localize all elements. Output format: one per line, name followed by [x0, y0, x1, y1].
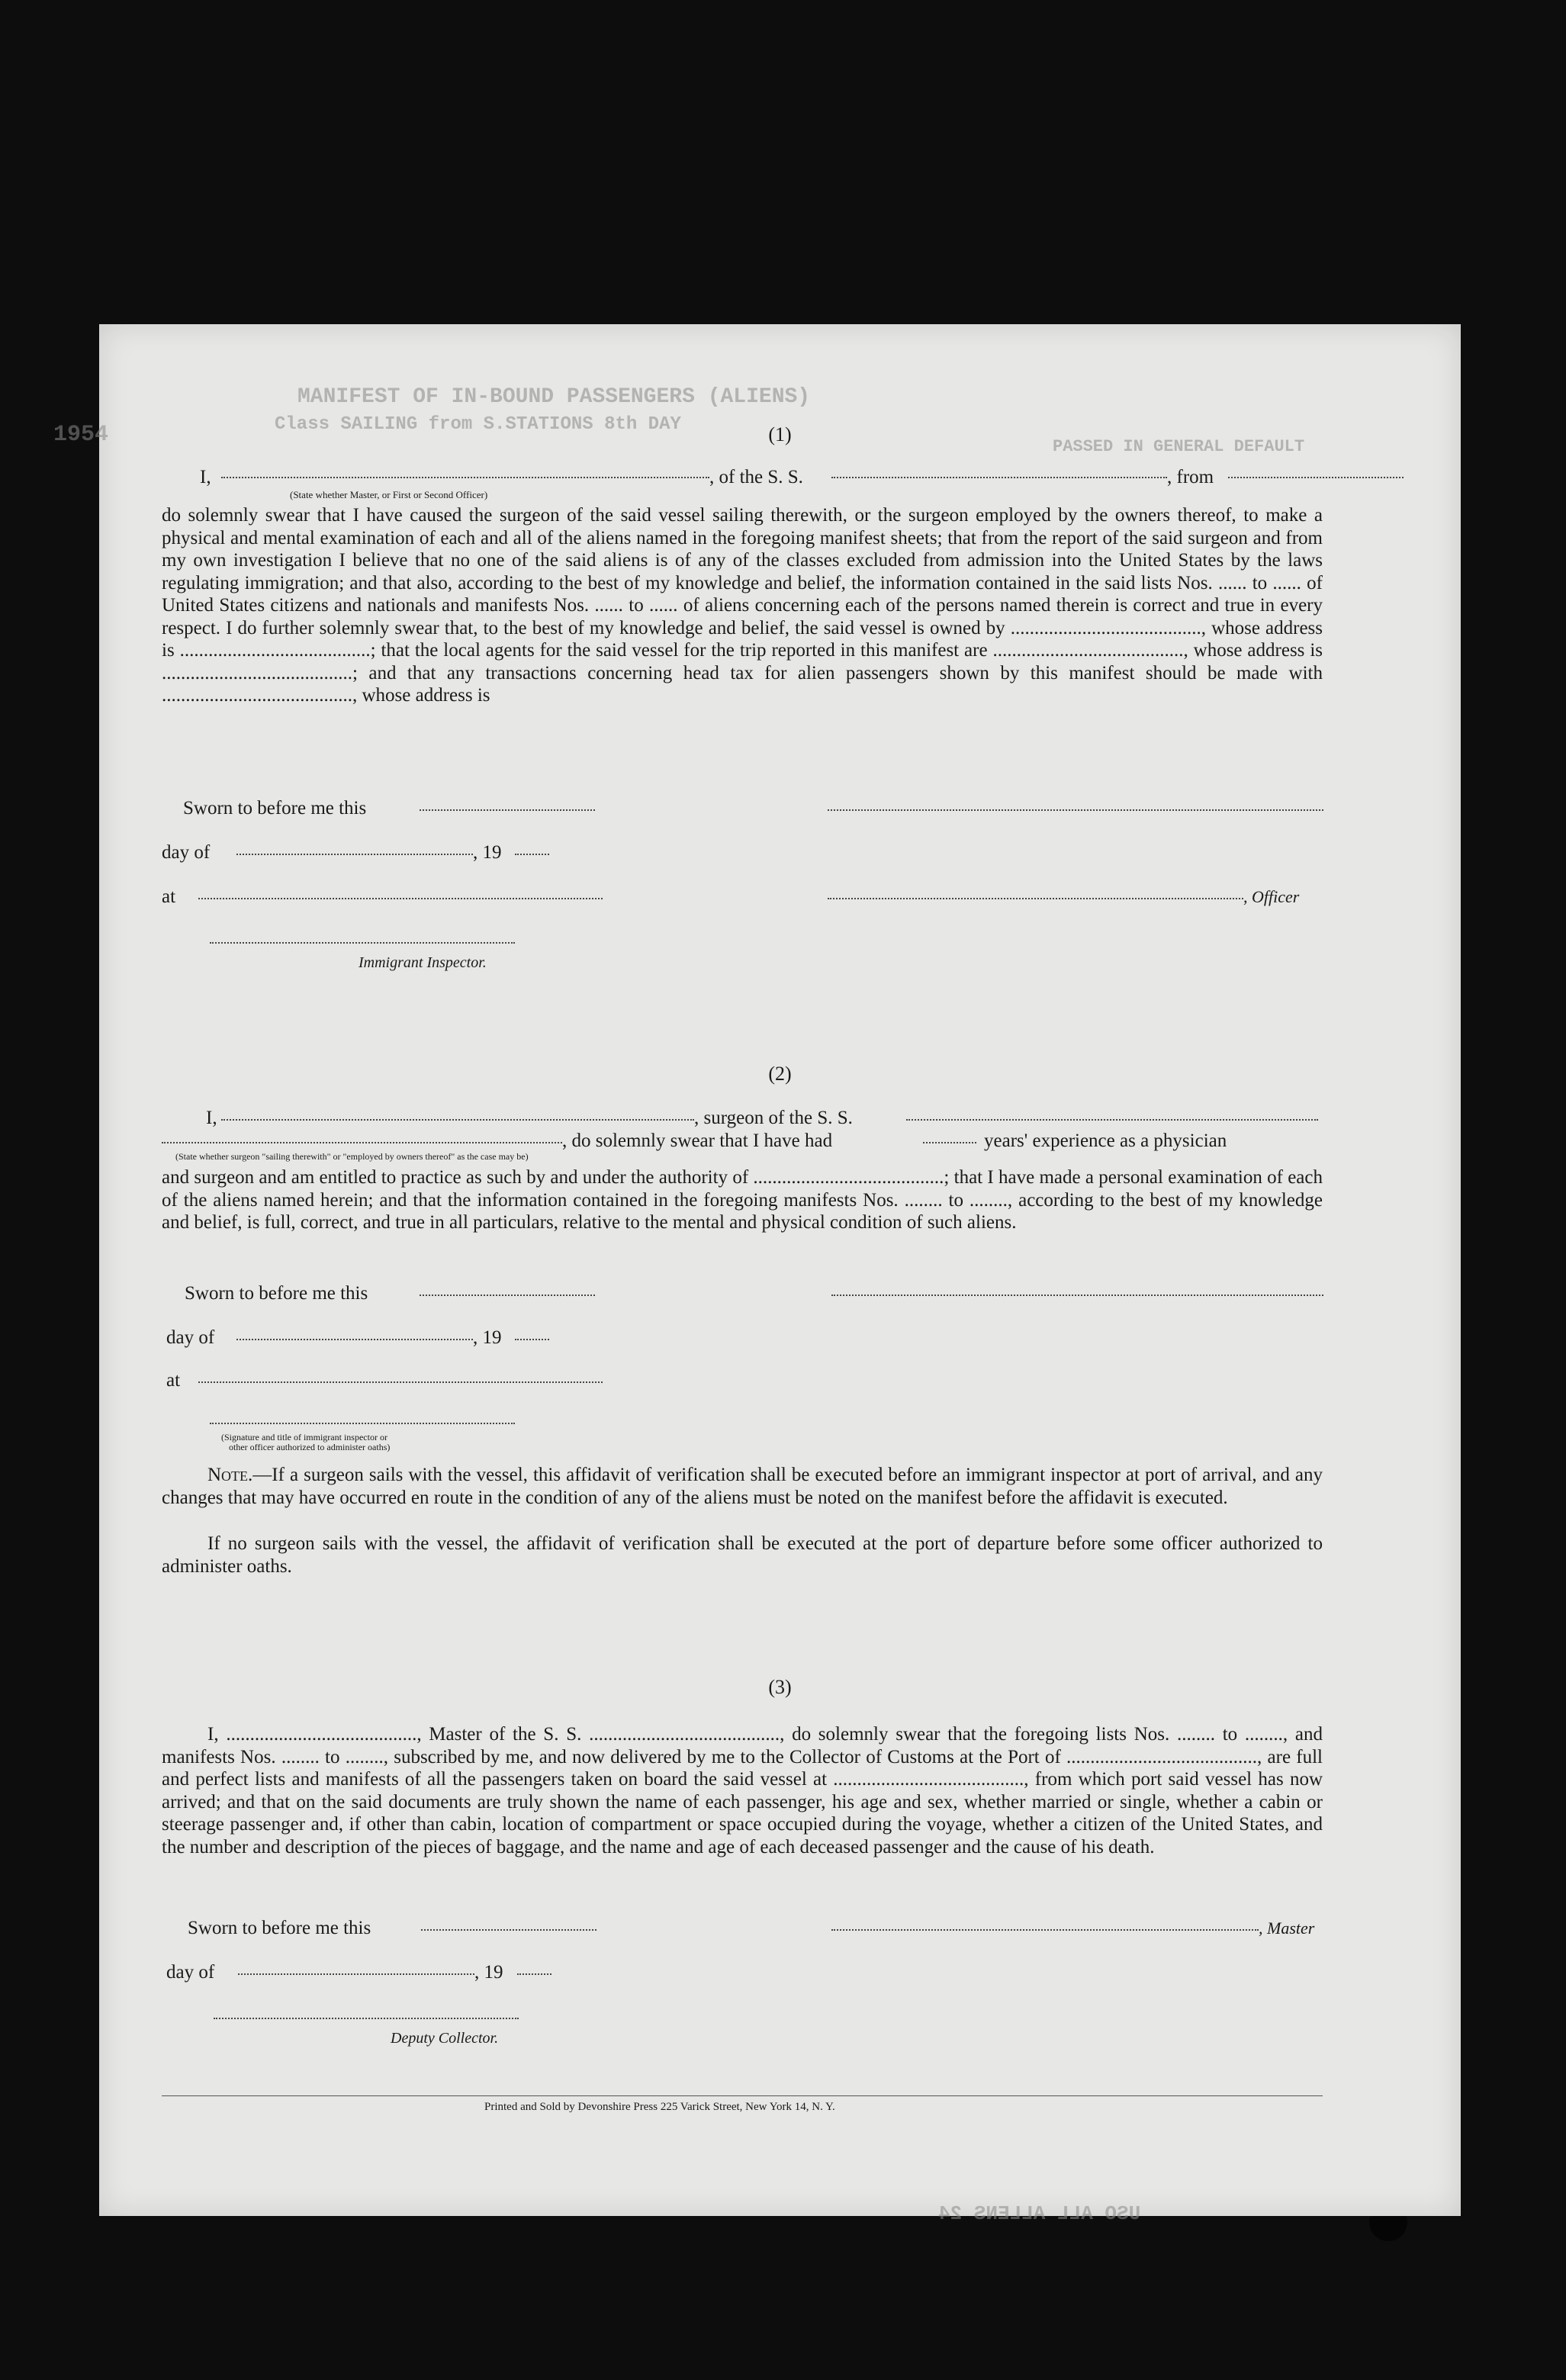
section1-vessel-field — [831, 477, 1167, 478]
section1-officer-signature-top — [828, 809, 1323, 811]
section1-sworn-date-field — [420, 809, 595, 811]
section1-line1-prefix: I, — [200, 467, 211, 487]
bleed-through-footer: USO ALL ALLENS 24 — [938, 2202, 1141, 2225]
section1-year-label: , 19 — [473, 842, 502, 863]
section2-surgeon-type-field — [162, 1142, 562, 1143]
section1-line1-mid: , of the S. S. — [709, 467, 803, 487]
manifest-verification-page — [53, 324, 1461, 2225]
section3-year-label: , 19 — [474, 1962, 503, 1983]
bleed-through-right: PASSED IN GENERAL DEFAULT — [1053, 437, 1305, 456]
note-text-1: —If a surgeon sails with the vessel, this affidavit of verification shall be executed before an immigrant inspector at port of arrival, and any changes that may have occurred en route in the condition of any of the aliens must be noted on the manifest before the affidavit is executed. — [162, 1465, 1323, 1508]
section1-officer-signature — [828, 898, 1243, 899]
section2-year-field — [515, 1339, 549, 1340]
section2-officer-signature — [210, 1423, 515, 1424]
section2-note-1 — [162, 1464, 1323, 1509]
section3-oath-paragraph: I, ........................................, Master of the S. S. ........................................, do solemnly swear that the foregoing lists Nos. ........ to ........, and manifests Nos. ........ to ........, subscribed by me, and now delivered by me to the Collector of Customs at the Port of ........................................, are full and perfect lists and manifests of all the passengers taken on board the said vessel at ........................................, from which port said vessel has now arrived; and that on the said documents are truly shown the name of each passenger, his age and sex, whether married or single, whether a cabin or steerage passenger and, if other than cabin, location of compartment or space occupied during the voyage, whether a citizen of the United States, and the number and description of the pieces of baggage, and the name and age of each deceased passenger and the cause of his death. — [162, 1724, 1323, 1857]
section3-sworn-label: Sworn to before me this — [188, 1918, 371, 1938]
section2-oath-paragraph: and surgeon and am entitled to practice as such by and under the authority of ........................................; that I have made a personal examination of each of the aliens named herein; and that the information contained in the foregoing manifests Nos. ........ to ........, according to the best of my knowledge and belief, is full, correct, and true in all particulars, relative to the mental and physical condition of such aliens. — [162, 1167, 1323, 1233]
section2-sig-caption-2: other officer authorized to administer oaths) — [229, 1442, 391, 1452]
section1-from-port-field — [1228, 477, 1404, 478]
section-number-3: (3) — [768, 1676, 792, 1698]
section2-surgeon-caption: (State whether surgeon "sailing therewith" or "employed by owners thereof" as the case may be) — [175, 1151, 529, 1162]
section2-sworn-label: Sworn to before me this — [185, 1283, 368, 1304]
section3-master-signature — [831, 1929, 1259, 1931]
bleed-through-left: 1954 — [53, 422, 109, 448]
section1-at-label: at — [162, 886, 176, 907]
section3-collector-signature — [214, 2018, 519, 2019]
section2-line1-prefix: I, — [206, 1108, 217, 1128]
section1-day-of-label: day of — [162, 842, 211, 863]
section1-oath-paragraph: do solemnly swear that I have caused the surgeon of the said vessel sailing therewith, or the surgeon employed by the owners thereof, to make a physical and mental examination of each and all of the aliens named in the foregoing manifest sheets; that from the report of the said surgeon and from my own investigation I believe that no one of the said aliens is of any of the classes excluded from admission into the United States by the laws regulating immigration; and that also, according to the best of my knowledge and belief, the information contained in the said lists Nos. ...... to ...... of United States citizens and nationals and manifests Nos. ...... to ...... of aliens concerning each of the persons named therein is correct and true in every respect. I do further solemnly swear that, to the best of my knowledge and belief, the said vessel is owned by ........................................, whose address is ........................................; that the local agents for the said vessel for the trip reported in this manifest are ........................................, whose address is ........................................; and that any transactions concerning head tax for alien passengers shown by this manifest should be made with ........................................, whose address is — [162, 505, 1323, 706]
section1-day-field — [236, 854, 473, 855]
section3-day-of-label: day of — [166, 1962, 215, 1983]
section1-line1-end: , from — [1167, 467, 1214, 487]
section2-note-2: If no surgeon sails with the vessel, the affidavit of verification shall be executed at the port of departure before some officer authorized to administer oaths. — [162, 1533, 1323, 1577]
section2-year-label: , 19 — [473, 1327, 502, 1348]
section1-officer-name-field — [221, 477, 709, 478]
section-number-2: (2) — [768, 1063, 792, 1085]
section2-line2-end: years' experience as a physician — [984, 1130, 1227, 1151]
section2-years-field — [923, 1142, 976, 1143]
section2-line2-mid: , do solemnly swear that I have had — [562, 1130, 833, 1151]
section1-inspector-label: Immigrant Inspector. — [359, 954, 487, 971]
note-label: Note. — [207, 1465, 253, 1485]
section2-sworn-date-field — [420, 1295, 595, 1296]
section2-vessel-field — [906, 1119, 1318, 1121]
section3-master-label: , Master — [1259, 1918, 1315, 1938]
section3-day-field — [238, 1973, 474, 1975]
section2-day-field — [236, 1339, 473, 1340]
section2-line1-mid: , surgeon of the S. S. — [694, 1108, 853, 1128]
section1-sworn-label: Sworn to before me this — [183, 798, 367, 819]
section2-at-field — [198, 1381, 603, 1383]
section-number-1: (1) — [768, 423, 792, 445]
section1-officer-label: , Officer — [1243, 887, 1300, 906]
section3-year-field — [517, 1973, 551, 1975]
section1-year-field — [515, 854, 549, 855]
bleed-through-header-line2: Class SAILING from S.STATIONS 8th DAY — [275, 414, 681, 435]
section2-day-of-label: day of — [166, 1327, 215, 1348]
section2-surgeon-signature — [831, 1295, 1323, 1296]
section3-collector-label: Deputy Collector. — [391, 2030, 499, 2047]
section2-surgeon-name-field — [221, 1119, 694, 1121]
section1-at-field — [198, 898, 603, 899]
section2-at-label: at — [166, 1370, 181, 1391]
section2-sig-caption-1: (Signature and title of immigrant inspector or — [221, 1432, 387, 1442]
section1-inspector-signature — [210, 942, 515, 944]
printer-imprint: Printed and Sold by Devonshire Press 225 Varick Street, New York 14, N. Y. — [484, 2101, 835, 2113]
section3-sworn-date-field — [421, 1929, 596, 1931]
bleed-through-header: MANIFEST OF IN-BOUND PASSENGERS (ALIENS) — [297, 385, 811, 409]
footer-rule — [162, 2095, 1323, 2096]
section1-officer-caption: (State whether Master, or First or Second Officer) — [290, 489, 488, 500]
